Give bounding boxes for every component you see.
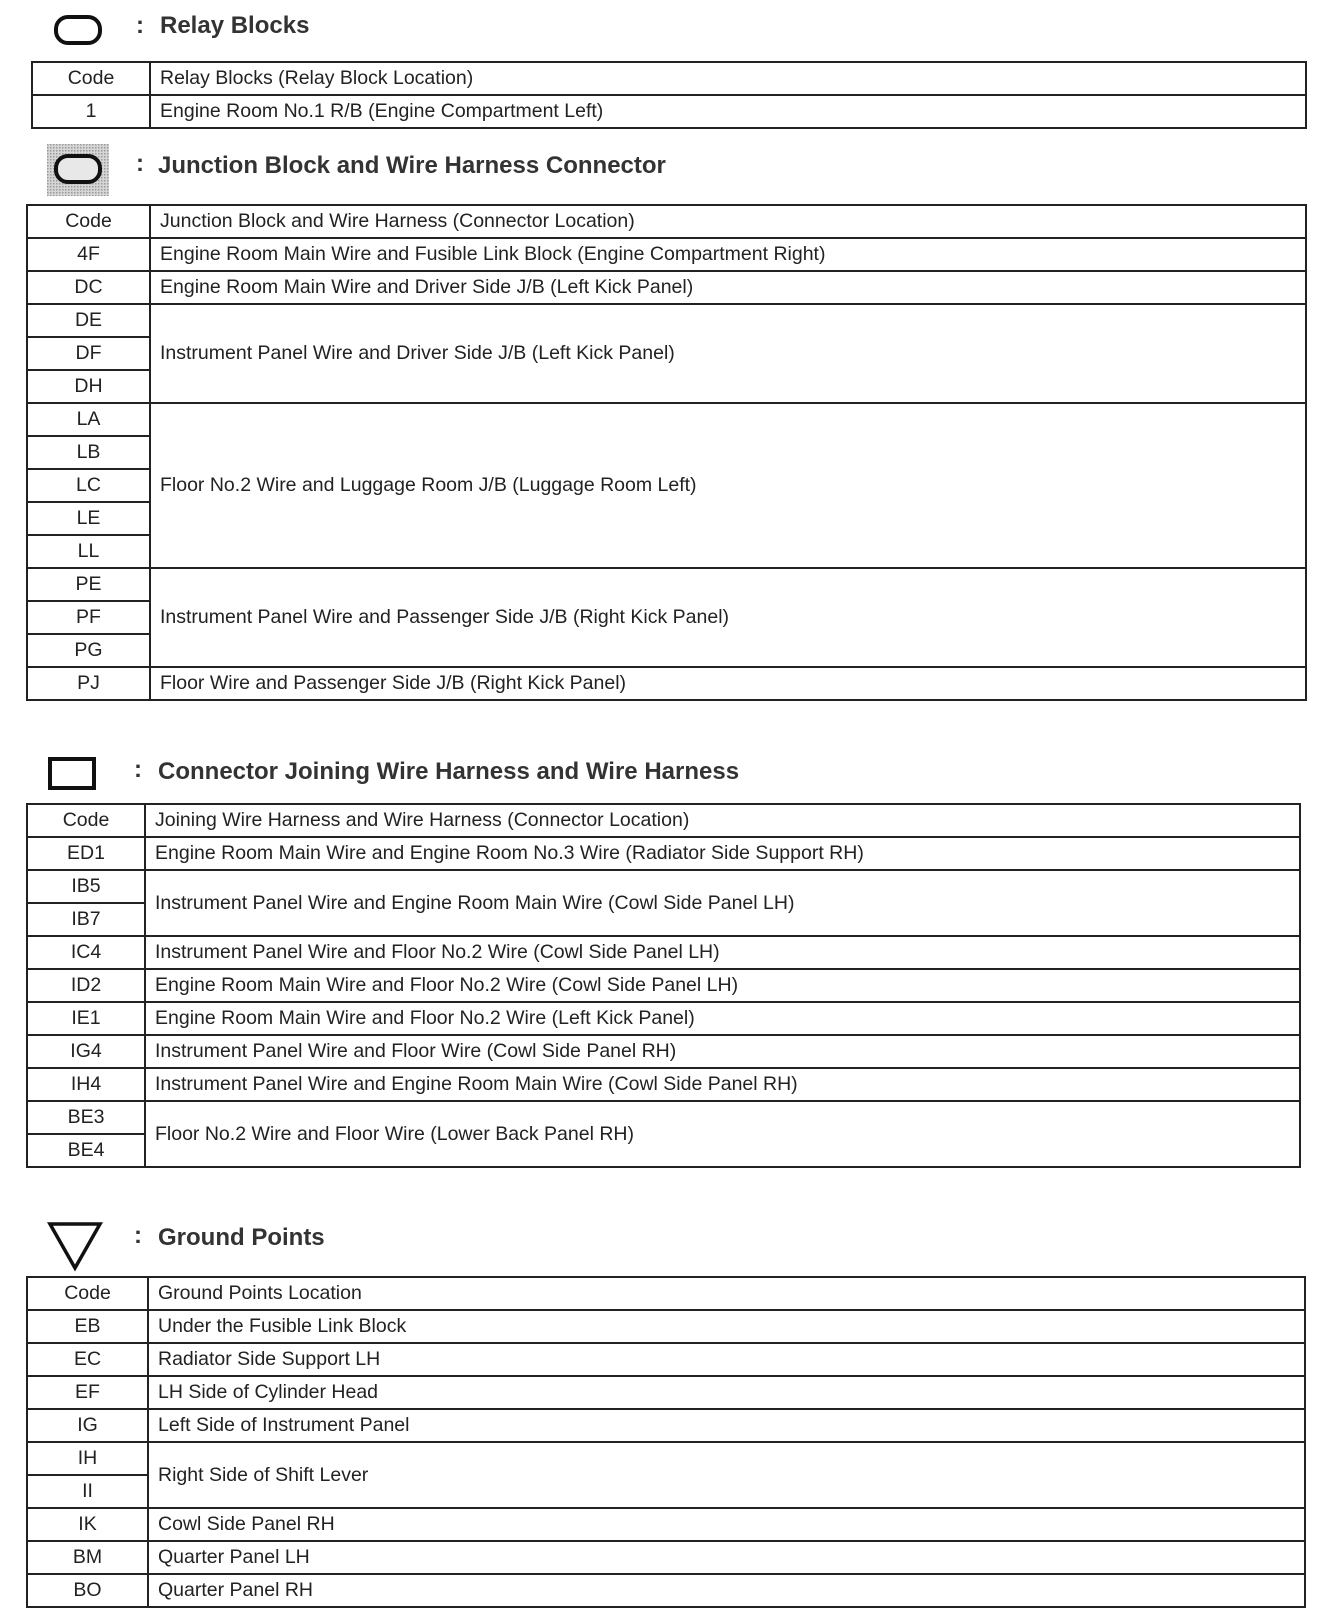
table-row (32, 95, 1306, 128)
code-cell: IB5 (27, 870, 145, 903)
ground-points-table (26, 1276, 1306, 1608)
code-cell: DH (27, 370, 150, 403)
location-cell: Under the Fusible Link Block (148, 1310, 1305, 1343)
header-code: Code (32, 62, 150, 95)
table-row (27, 1541, 1305, 1574)
table-row (27, 1409, 1305, 1442)
relay-blocks-title: Relay Blocks (160, 12, 310, 39)
code-cell: LL (27, 535, 150, 568)
location-cell: Engine Room Main Wire and Engine Room No.3 Wire (Radiator Side Support RH) (145, 837, 1300, 870)
table-row (27, 1310, 1305, 1343)
location-cell: Instrument Panel Wire and Engine Room Main Wire (Cowl Side Panel RH) (145, 1068, 1300, 1101)
ground-points-title: Ground Points (158, 1224, 325, 1251)
code-cell: IH (27, 1442, 148, 1475)
code-cell: PG (27, 634, 150, 667)
table-row (27, 837, 1300, 870)
code-cell: BE4 (27, 1134, 145, 1167)
title-colon: : (136, 12, 144, 39)
header-location: Ground Points Location (148, 1277, 1305, 1310)
location-cell: Right Side of Shift Lever (148, 1442, 1305, 1508)
header-code: Code (27, 1277, 148, 1310)
code-cell: DC (27, 271, 150, 304)
location-cell: Engine Room Main Wire and Driver Side J/B (Left Kick Panel) (150, 271, 1306, 304)
connector-joining-table (26, 803, 1301, 1168)
table-header-row (27, 205, 1306, 238)
code-cell: IB7 (27, 903, 145, 936)
table-row (27, 271, 1306, 304)
junction-block-table (26, 204, 1307, 701)
code-cell: IK (27, 1508, 148, 1541)
code-cell: PJ (27, 667, 150, 700)
header-code: Code (27, 205, 150, 238)
code-cell: PF (27, 601, 150, 634)
code-cell: DF (27, 337, 150, 370)
table-row (27, 1002, 1300, 1035)
code-cell: IC4 (27, 936, 145, 969)
location-cell: Floor No.2 Wire and Floor Wire (Lower Back Panel RH) (145, 1101, 1300, 1167)
code-cell: BO (27, 1574, 148, 1607)
table-row (27, 403, 1306, 436)
code-cell: LA (27, 403, 150, 436)
location-cell: Instrument Panel Wire and Floor Wire (Cowl Side Panel RH) (145, 1035, 1300, 1068)
table-row (27, 1442, 1305, 1475)
table-row (27, 1068, 1300, 1101)
table-header-row (27, 804, 1300, 837)
code-cell: PE (27, 568, 150, 601)
code-cell: ED1 (27, 837, 145, 870)
header-location: Junction Block and Wire Harness (Connector Location) (150, 205, 1306, 238)
location-cell: Quarter Panel LH (148, 1541, 1305, 1574)
location-cell: Radiator Side Support LH (148, 1343, 1305, 1376)
relay-blocks-table (31, 61, 1307, 129)
junction-block-title: Junction Block and Wire Harness Connector (158, 152, 666, 179)
title-colon: : (134, 756, 142, 783)
connector-joining-title: Connector Joining Wire Harness and Wire Harness (158, 758, 740, 785)
location-cell: Left Side of Instrument Panel (148, 1409, 1305, 1442)
header-code: Code (27, 804, 145, 837)
code-cell: LB (27, 436, 150, 469)
code-cell: II (27, 1475, 148, 1508)
code-cell: BM (27, 1541, 148, 1574)
code-cell: BE3 (27, 1101, 145, 1134)
table-header-row (32, 62, 1306, 95)
junction-block-symbol-icon (47, 144, 109, 196)
table-row (27, 238, 1306, 271)
location-cell: Quarter Panel RH (148, 1574, 1305, 1607)
code-cell: 1 (32, 95, 150, 128)
table-row (27, 1035, 1300, 1068)
table-row (27, 1343, 1305, 1376)
relay-block-symbol-icon (54, 12, 104, 48)
code-cell: 4F (27, 238, 150, 271)
location-cell: Instrument Panel Wire and Driver Side J/B (Left Kick Panel) (150, 304, 1306, 403)
table-row (27, 667, 1306, 700)
code-cell: EB (27, 1310, 148, 1343)
code-cell: EC (27, 1343, 148, 1376)
location-cell: LH Side of Cylinder Head (148, 1376, 1305, 1409)
location-cell: Engine Room Main Wire and Floor No.2 Wire (Left Kick Panel) (145, 1002, 1300, 1035)
table-row (27, 1508, 1305, 1541)
code-cell: LC (27, 469, 150, 502)
location-cell: Engine Room Main Wire and Floor No.2 Wire (Cowl Side Panel LH) (145, 969, 1300, 1002)
location-cell: Floor Wire and Passenger Side J/B (Right Kick Panel) (150, 667, 1306, 700)
code-cell: DE (27, 304, 150, 337)
table-row (27, 568, 1306, 601)
table-row (27, 304, 1306, 337)
location-cell: Engine Room No.1 R/B (Engine Compartment Left) (150, 95, 1306, 128)
connector-symbol-icon (48, 756, 98, 792)
code-cell: IG4 (27, 1035, 145, 1068)
code-cell: IE1 (27, 1002, 145, 1035)
table-header-row (27, 1277, 1305, 1310)
code-cell: ID2 (27, 969, 145, 1002)
table-row (27, 1101, 1300, 1134)
header-location: Relay Blocks (Relay Block Location) (150, 62, 1306, 95)
location-cell: Instrument Panel Wire and Floor No.2 Wire (Cowl Side Panel LH) (145, 936, 1300, 969)
location-cell: Instrument Panel Wire and Passenger Side J/B (Right Kick Panel) (150, 568, 1306, 667)
table-row (27, 1574, 1305, 1607)
title-colon: : (134, 1222, 142, 1249)
location-cell: Instrument Panel Wire and Engine Room Main Wire (Cowl Side Panel LH) (145, 870, 1300, 936)
table-row (27, 969, 1300, 1002)
table-row (27, 870, 1300, 903)
code-cell: IG (27, 1409, 148, 1442)
location-cell: Engine Room Main Wire and Fusible Link Block (Engine Compartment Right) (150, 238, 1306, 271)
header-location: Joining Wire Harness and Wire Harness (Connector Location) (145, 804, 1300, 837)
ground-point-symbol-icon (46, 1220, 104, 1272)
table-row (27, 1376, 1305, 1409)
table-row (27, 936, 1300, 969)
code-cell: LE (27, 502, 150, 535)
code-cell: IH4 (27, 1068, 145, 1101)
location-cell: Cowl Side Panel RH (148, 1508, 1305, 1541)
title-colon: : (136, 150, 144, 177)
code-cell: EF (27, 1376, 148, 1409)
location-cell: Floor No.2 Wire and Luggage Room J/B (Luggage Room Left) (150, 403, 1306, 568)
